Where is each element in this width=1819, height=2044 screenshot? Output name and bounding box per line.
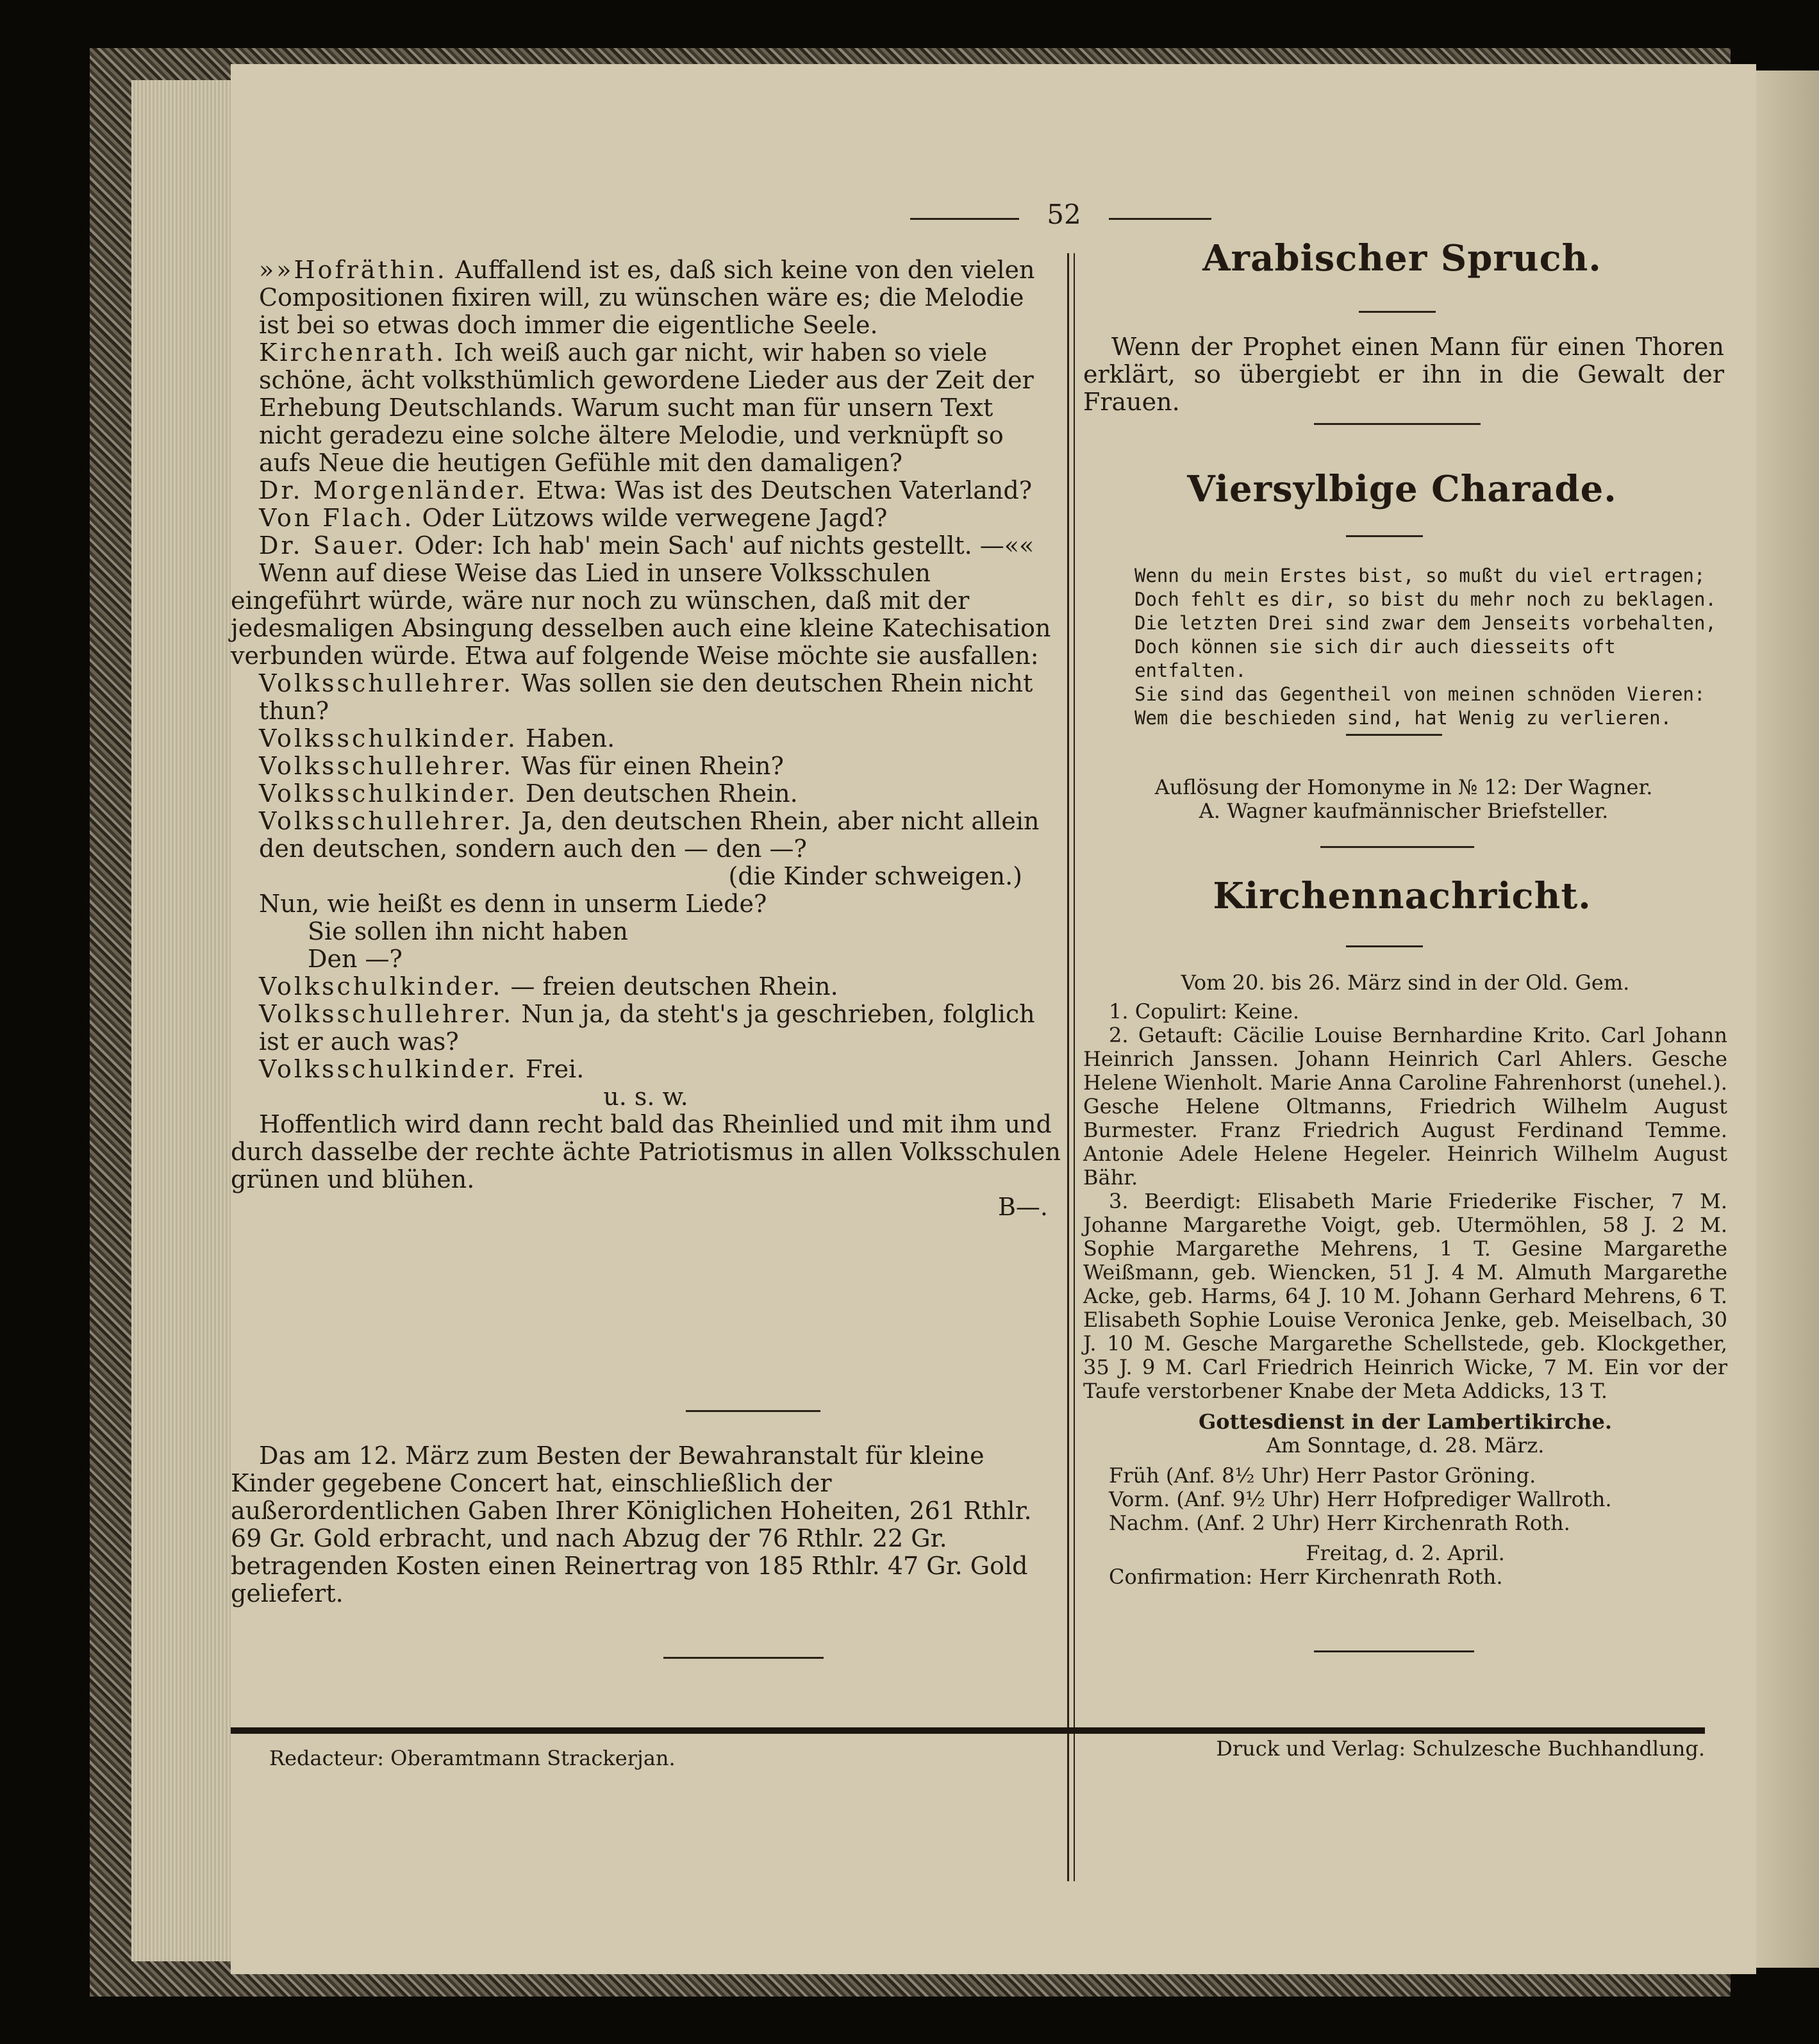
right-rule-3	[1346, 535, 1423, 537]
column-divider	[1067, 253, 1069, 1881]
kirche-title-wrap	[1077, 875, 1727, 917]
catechism-line	[231, 1056, 1061, 1083]
aufloesung-line-2: A. Wagner kaufmännischer Briefsteller.	[1199, 799, 1609, 823]
speaker: Volksschullehrer.	[259, 752, 514, 780]
header-rule-right	[1109, 218, 1211, 220]
speaker: Volkschulkinder.	[259, 972, 503, 1001]
charade-line: Sie sind das Gegentheil von meinen schnöden Vieren:	[1134, 683, 1706, 705]
right-rule-1	[1359, 311, 1436, 313]
gottesdienst-block	[1083, 1410, 1727, 1589]
question-3: Den —?	[308, 945, 403, 973]
speaker: Dr. Sauer.	[259, 531, 407, 560]
title-charade: Viersylbige Charade.	[1187, 468, 1617, 510]
right-rule-2	[1314, 423, 1481, 425]
right-rule-5	[1320, 846, 1474, 848]
charade-poem	[1134, 564, 1731, 730]
dialog-text: Ich weiß auch gar nicht, wir haben so viele schöne, ächt volksthümlich gewordene Lieder aus der Zeit der Erhebung Deutschlands. Warum sucht man für unsern Text nicht geradezu eine solche ältere Melodie, und verknüpft so aufs Neue die heutigen Gefühle mit den damaligen?	[259, 338, 1034, 477]
kopulirt: 1. Copulirt: Keine.	[1109, 999, 1300, 1024]
dialog-text: Oder: Ich hab' mein Sach' auf nichts gestellt. —««	[414, 531, 1034, 560]
dialog-text: Auffallend ist es, daß sich keine von den vielen Compositionen fixiren will, zu wünschen wäre es; die Melodie ist bei so etwas doch immer die eigentliche Seele.	[259, 256, 1035, 339]
spruch-block	[1083, 333, 1724, 416]
speaker: »»Hofräthin.	[259, 256, 447, 284]
speaker: Volksschulkinder.	[259, 724, 518, 752]
right-rule-4	[1346, 734, 1442, 736]
dialog-line	[231, 477, 1061, 504]
title-arabischer-spruch: Arabischer Spruch.	[1202, 237, 1602, 279]
catechism-text: Haben.	[526, 724, 615, 752]
charade-line: Doch können sie sich dir auch diesseits oft entfalten.	[1134, 636, 1616, 681]
dialog-line	[231, 504, 1061, 532]
gottesdienst-title: Gottesdienst in der Lambertikirche.	[1198, 1409, 1613, 1434]
beerdigt: 3. Beerdigt: Elisabeth Marie Friederike Fischer, 7 M. Johanne Margarethe Voigt, geb. Utermöhlen, 58 J. 2 M. Sophie Margarethe Mehrens, 1 T. Gesine Margarethe Weißmann, geb. Wiencken, 51 J. 4 M. Almuth Margarethe Acke, geb. Harms, 64 J. 10 M. Johann Gerhard Mehrens, 6 T. Elisabeth Sophie Louise Veronica Jenke, geb. Meiselbach, 30 J. 10 M. Gesche Margarethe Schellstede, geb. Klockgether, 35 J. 9 M. Carl Friedrich Heinrich Wicke, 7 M. Ein vor der Taufe verstorbener Knabe der Meta Addicks, 13 T.	[1083, 1189, 1727, 1403]
page	[231, 64, 1756, 1974]
footer-redacteur: Redacteur: Oberamtmann Strackerjan.	[269, 1746, 676, 1770]
aufloesung	[1083, 776, 1724, 823]
left-column	[231, 256, 1061, 1221]
right-page-edge	[1756, 71, 1819, 1968]
header-rule-left	[910, 218, 1019, 220]
footer-rule	[231, 1727, 1705, 1734]
paragraph-2: Hoffentlich wird dann recht bald das Rheinlied und mit ihm und durch dasselbe der rechte ächte Patriotismus in allen Volksschulen grünen und blühen.	[231, 1110, 1061, 1193]
catechism-2	[231, 973, 1061, 1083]
title-kirchennachricht: Kirchennachricht.	[1213, 875, 1591, 917]
speaker: Volksschulkinder.	[259, 1055, 518, 1083]
speaker: Volksschulkinder.	[259, 779, 518, 808]
charade-line: Doch fehlt es dir, so bist du mehr noch zu beklagen.	[1134, 588, 1716, 610]
charade-line: Die letzten Drei sind zwar dem Jenseits vorbehalten,	[1134, 612, 1716, 634]
left-rule-2	[663, 1657, 824, 1659]
question-2: Sie sollen ihn nicht haben	[308, 917, 628, 945]
getauft: 2. Getauft: Cäcilie Louise Bernhardine Krito. Carl Johann Heinrich Janssen. Johann Heinrich Carl Ahlers. Gesche Helene Wienholt. Marie Anna Caroline Fahrenhorst (unehel.). Gesche Helene Oltmanns, Friedrich Wilhelm August Burmester. Franz Friedrich August Ferdinand Temme. Antonie Adele Helene Hegeler. Heinrich Wilhelm August Bähr.	[1083, 1023, 1727, 1190]
paragraph-1: Wenn auf diese Weise das Lied in unsere Volksschulen eingeführt würde, wäre nur noch zu wünschen, daß mit der jedesmaligen Absingung desselben auch eine kleine Katechisation verbunden würde. Etwa auf folgende Weise möchte sie ausfallen:	[231, 559, 1051, 670]
dialog	[231, 256, 1061, 560]
catechism-line	[231, 808, 1061, 863]
speaker: Volksschullehrer.	[259, 669, 514, 697]
page-number: 52	[1047, 199, 1081, 230]
speaker: Kirchenrath.	[259, 338, 447, 367]
catechism-text: Frei.	[526, 1055, 585, 1083]
confirmation: Confirmation: Herr Kirchenrath Roth.	[1109, 1565, 1503, 1589]
usw: u. s. w.	[603, 1083, 688, 1111]
dialog-text: Oder Lützows wilde verwegene Jagd?	[422, 504, 888, 532]
speaker: Von Flach.	[259, 504, 415, 532]
catechism-line	[231, 973, 1061, 1001]
speaker: Volksschullehrer.	[259, 1000, 514, 1028]
catechism-line	[231, 670, 1061, 725]
speaker: Dr. Morgenländer.	[259, 476, 529, 504]
catechism-line	[231, 752, 1061, 780]
charade-title-wrap	[1077, 468, 1727, 510]
service-3: Nachm. (Anf. 2 Uhr) Herr Kirchenrath Roth.	[1109, 1511, 1570, 1535]
catechism-text: Ja, den deutschen Rhein, aber nicht allein den deutschen, sondern auch den — den —?	[259, 807, 1040, 863]
charade-line: Wenn du mein Erstes bist, so mußt du viel ertragen;	[1134, 565, 1706, 586]
left-rule-1	[686, 1410, 820, 1412]
catechism-text: Was sollen sie den deutschen Rhein nicht thun?	[259, 669, 1033, 725]
spruch-text: Wenn der Prophet einen Mann für einen Thoren erklärt, so übergiebt er ihn in die Gewalt der Frauen.	[1083, 333, 1724, 416]
catechism-line	[231, 780, 1061, 808]
sonntag: Am Sonntage, d. 28. März.	[1266, 1433, 1545, 1458]
kirche-block	[1083, 971, 1727, 1403]
right-column	[1077, 237, 1727, 279]
charade-line: Wem die beschieden sind, hat Wenig zu verlieren.	[1134, 707, 1672, 729]
dialog-text: Etwa: Was ist des Deutschen Vaterland?	[536, 476, 1033, 504]
catechism	[231, 670, 1061, 863]
stage-direction: (die Kinder schweigen.)	[728, 862, 1022, 890]
catechism-line	[231, 1001, 1061, 1056]
right-rule-7	[1314, 1650, 1474, 1652]
dialog-line	[231, 256, 1061, 339]
kirche-intro: Vom 20. bis 26. März sind in der Old. Gem.	[1181, 970, 1630, 995]
catechism-text: — freien deutschen Rhein.	[510, 972, 838, 1001]
aufloesung-line-1: Auflösung der Homonyme in № 12: Der Wagner.	[1154, 775, 1653, 799]
catechism-text: Nun ja, da steht's ja geschrieben, folglich ist er auch was?	[259, 1000, 1035, 1056]
right-rule-6	[1346, 945, 1423, 947]
catechism-text: Was für einen Rhein?	[521, 752, 784, 780]
paragraph-3: Das am 12. März zum Besten der Bewahranstalt für kleine Kinder gegebene Concert hat, einschließlich der außerordentlichen Gaben Ihrer Königlichen Hoheiten, 261 Rthlr. 69 Gr. Gold erbracht, und nach Abzug der 76 Rthlr. 22 Gr. betragenden Kosten einen Reinertrag von 185 Rthlr. 47 Gr. Gold geliefert.	[231, 1442, 1032, 1608]
footer-druck: Druck und Verlag: Schulzesche Buchhandlung.	[1216, 1736, 1705, 1761]
dialog-line	[231, 339, 1061, 477]
catechism-line	[231, 725, 1061, 752]
catechism-text: Den deutschen Rhein.	[526, 779, 798, 808]
left-column-bottom	[231, 1442, 1061, 1608]
dialog-line	[231, 532, 1061, 560]
signature: B—.	[997, 1193, 1048, 1221]
freitag: Freitag, d. 2. April.	[1306, 1541, 1505, 1565]
speaker: Volksschullehrer.	[259, 807, 514, 835]
service-1: Früh (Anf. 8½ Uhr) Herr Pastor Gröning.	[1109, 1463, 1536, 1488]
question-1: Nun, wie heißt es denn in unserm Liede?	[259, 890, 767, 918]
column-divider-inner	[1074, 253, 1075, 1881]
service-2: Vorm. (Anf. 9½ Uhr) Herr Hofprediger Wallroth.	[1109, 1487, 1612, 1511]
